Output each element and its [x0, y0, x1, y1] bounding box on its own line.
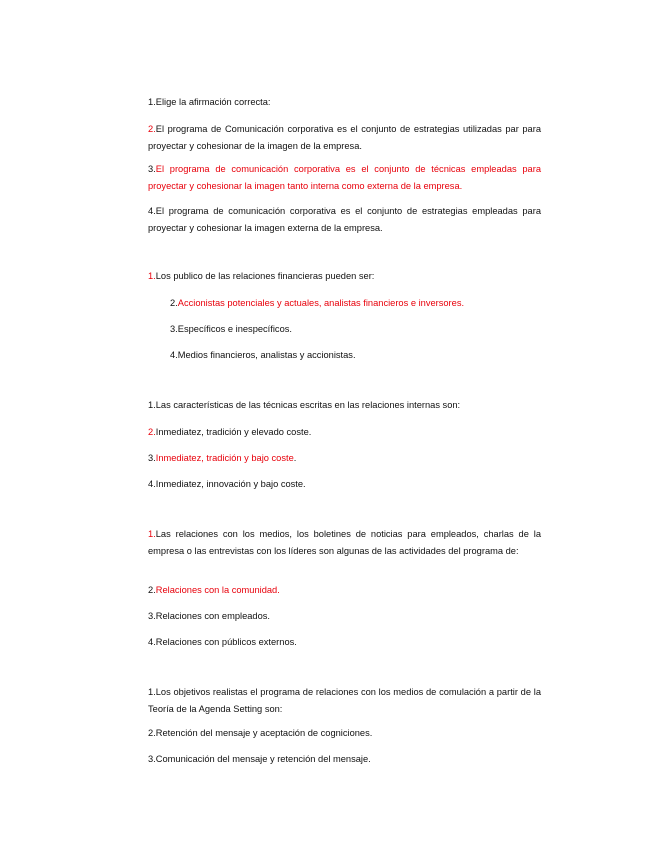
item-text: Inmediatez, tradición y bajo coste: [155, 453, 294, 463]
question-4-option-4: [148, 634, 541, 651]
question-2-option-2: [170, 295, 540, 312]
item-number: 1.: [148, 687, 156, 697]
question-4-option-2: [148, 582, 541, 599]
item-number: 2.: [148, 585, 156, 595]
item-text: Retención del mensaje y aceptación de cogniciones.: [155, 728, 373, 738]
question-3-option-4: [148, 476, 541, 493]
question-5-prompt: [148, 684, 541, 718]
item-text: El programa de comunicación corporativa es el conjunto de estrategias empleadas para proyectar y cohesionar la imagen externa de la empresa.: [148, 206, 541, 233]
item-text: Accionistas potenciales y actuales, analistas financieros e inversores.: [177, 298, 465, 308]
item-text: Las relaciones con los medios, los boletines de noticias para empleados, charlas de la empresa o las entrevistas con los líderes son algunas de las actividades del programa de:: [148, 529, 541, 556]
question-1-option-3: [148, 161, 541, 195]
question-3-option-2: [148, 424, 541, 441]
item-text: Relaciones con la comunidad.: [155, 585, 280, 595]
item-number: 4.: [148, 206, 156, 216]
item-number: 2.: [148, 728, 156, 738]
item-number: 1.: [148, 400, 156, 410]
item-number: 3.: [148, 453, 156, 463]
question-1-prompt: [148, 94, 541, 111]
question-4-option-3: [148, 608, 541, 625]
item-number: 2.: [148, 427, 156, 437]
question-5-option-3: [148, 751, 541, 768]
question-1-option-2: [148, 121, 541, 155]
question-2-prompt: [148, 268, 541, 285]
question-4-prompt: [148, 526, 541, 560]
question-3-option-3: 3.Inmediatez, tradición y bajo coste.: [148, 453, 297, 463]
item-text: Relaciones con empleados.: [155, 611, 270, 621]
item-number: 2.: [170, 298, 178, 308]
item-number: 1.: [148, 529, 156, 539]
question-2-option-3: [170, 321, 540, 338]
item-number: 2.: [148, 124, 156, 134]
item-text: El programa de comunicación corporativa es el conjunto de técnicas empleadas para proyectar y cohesionar la imagen tanto interna como externa de la empresa.: [148, 164, 541, 191]
item-number: 3.: [148, 611, 156, 621]
item-text: Medios financieros, analistas y accionistas.: [177, 350, 356, 360]
item-text: Específicos e inespecíficos.: [177, 324, 292, 334]
item-number: 3.: [148, 164, 156, 174]
question-5-option-2: [148, 725, 541, 742]
item-number: 4.: [170, 350, 178, 360]
item-number: 1.: [148, 271, 156, 281]
item-number: 4.: [148, 479, 156, 489]
item-text: Inmediatez, tradición y elevado coste.: [155, 427, 312, 437]
item-text: El programa de Comunicación corporativa es el conjunto de estrategias utilizadas par para proyectar y cohesionar de la imagen de la empresa.: [148, 124, 541, 151]
question-3-prompt: [148, 397, 541, 414]
item-number: 3.: [148, 754, 156, 764]
item-text: Los publico de las relaciones financieras pueden ser:: [155, 271, 375, 281]
item-text: Comunicación del mensaje y retención del mensaje.: [155, 754, 371, 764]
item-text: Los objetivos realistas el programa de relaciones con los medios de comulación a partir de la Teoría de la Agenda Setting son:: [148, 687, 541, 714]
item-number: 3.: [170, 324, 178, 334]
item-text: Elige la afirmación correcta:: [155, 97, 271, 107]
item-number: 4.: [148, 637, 156, 647]
item-text: Relaciones con públicos externos.: [155, 637, 297, 647]
item-number: 1.: [148, 97, 156, 107]
item-text: Las características de las técnicas escritas en las relaciones internas son:: [155, 400, 461, 410]
item-text: Inmediatez, innovación y bajo coste.: [155, 479, 306, 489]
question-2-option-4: [170, 347, 540, 364]
question-1-option-4: [148, 203, 541, 237]
